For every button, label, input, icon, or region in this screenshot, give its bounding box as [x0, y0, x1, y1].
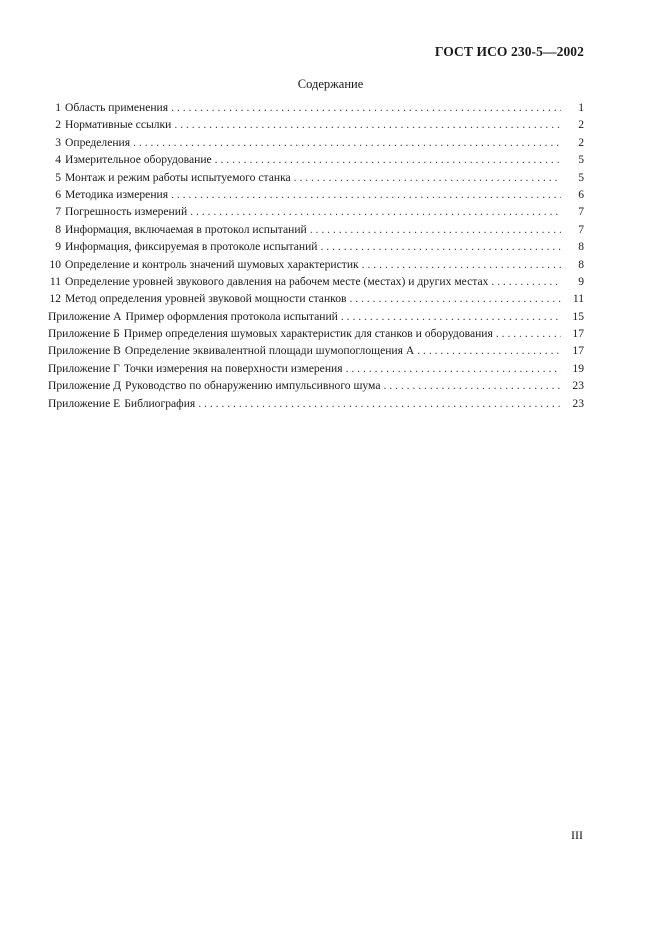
toc-entry-number: 8 [55, 222, 61, 236]
dot-leader [362, 258, 561, 271]
dot-leader [349, 292, 561, 305]
toc-entry-page: 5 [578, 153, 584, 167]
toc-entry-label: Нормативные ссылки [65, 118, 172, 132]
dot-leader [171, 101, 561, 114]
toc-entry-label: Определение и контроль значений шумовых характеристик [65, 257, 359, 271]
toc-entry-page: 17 [572, 344, 584, 358]
toc-entry-label: Погрешность измерений [65, 205, 188, 219]
toc-entry-page: 23 [572, 396, 584, 410]
toc-entry[interactable] [48, 118, 584, 135]
toc-entry-label: Библиография [124, 396, 196, 410]
toc-entry-label: Метод определения уровней звуковой мощности станков [65, 292, 347, 306]
toc-entry[interactable] [48, 258, 584, 275]
toc-entry-number: 1 [55, 101, 61, 114]
toc-entry-label: Информация, включаемая в протокол испытаний [65, 222, 307, 236]
toc-entry-label: Информация, фиксируемая в протоколе испытаний [65, 240, 318, 254]
toc-entry-number: Приложение Е [48, 396, 121, 410]
toc-entry[interactable] [48, 327, 584, 344]
toc-entry-number: Приложение А [48, 309, 122, 323]
table-of-contents [48, 101, 584, 414]
dot-leader [346, 362, 561, 375]
toc-entry-page: 8 [578, 240, 584, 254]
toc-entry-number: Приложение В [48, 344, 121, 358]
dot-leader [198, 397, 561, 410]
toc-entry-page: 15 [572, 309, 584, 323]
dot-leader [341, 310, 561, 323]
toc-entry-number: Приложение Д [48, 379, 122, 393]
toc-entry[interactable] [48, 292, 584, 309]
toc-entry-label: Пример определения шумовых характеристик для станков и оборудования [123, 327, 493, 341]
toc-entry-label: Монтаж и режим работы испытуемого станка [65, 170, 291, 184]
toc-entry-number: Приложение Г [48, 361, 120, 375]
toc-entry-number: 10 [49, 257, 61, 271]
toc-entry-number: 6 [55, 187, 61, 201]
toc-entry[interactable] [48, 240, 584, 257]
toc-entry[interactable] [48, 379, 584, 396]
toc-entry-page: 17 [572, 327, 584, 341]
toc-entry-label: Определения [65, 135, 131, 149]
toc-entry-number: 3 [55, 135, 61, 149]
toc-entry[interactable] [48, 344, 584, 361]
dot-leader [294, 171, 561, 184]
toc-entry-label: Пример оформления протокола испытаний [125, 309, 338, 323]
dot-leader [133, 136, 561, 149]
dot-leader [171, 188, 561, 201]
dot-leader [321, 240, 562, 253]
standard-code-header: ГОСТ ИСО 230-5—2002 [434, 44, 584, 59]
toc-entry-page: 7 [578, 205, 584, 219]
toc-entry[interactable] [48, 397, 584, 414]
dot-leader [383, 379, 561, 392]
toc-entry-page: 23 [572, 379, 584, 393]
toc-entry-page: 19 [572, 361, 584, 375]
toc-entry[interactable] [48, 223, 584, 240]
dot-leader [174, 118, 561, 131]
toc-entry-label: Руководство по обнаружению импульсивного шума [125, 379, 381, 393]
toc-entry-page: 9 [578, 274, 584, 288]
dot-leader [310, 223, 561, 236]
dot-leader [496, 327, 561, 340]
toc-entry-label: Точки измерения на поверхности измерения [123, 361, 343, 375]
toc-entry-page: 2 [578, 118, 584, 132]
toc-entry-page: 11 [572, 292, 584, 306]
toc-entry[interactable] [48, 205, 584, 222]
toc-entry-page: 2 [578, 135, 584, 149]
toc-entry-number: 7 [55, 205, 61, 219]
toc-entry-number: 4 [55, 153, 61, 167]
toc-entry[interactable] [48, 275, 584, 292]
toc-entry[interactable] [48, 362, 584, 379]
toc-entry-label: Область применения [65, 101, 169, 114]
page-number-footer: III [571, 828, 583, 842]
toc-entry-page: 8 [578, 257, 584, 271]
toc-entry-number: 9 [55, 240, 61, 254]
toc-entry[interactable] [48, 310, 584, 327]
toc-entry-page: 6 [578, 187, 584, 201]
toc-entry-number: Приложение Б [48, 327, 120, 341]
toc-entry-label: Методика измерения [65, 187, 169, 201]
dot-leader [190, 205, 561, 218]
toc-entry-page: 7 [578, 222, 584, 236]
toc-entry-label: Измерительное оборудование [65, 153, 212, 167]
toc-entry-page: 5 [578, 170, 584, 184]
toc-entry-number: 11 [49, 274, 61, 288]
toc-entry-label: Определение эквивалентной площади шумопоглощения A [124, 344, 415, 358]
toc-entry-label: Определение уровней звукового давления на рабочем месте (местах) и других местах [65, 274, 489, 288]
toc-entry[interactable] [48, 188, 584, 205]
toc-entry[interactable] [48, 101, 584, 118]
toc-entry-number: 12 [49, 292, 61, 306]
toc-entry[interactable] [48, 136, 584, 153]
toc-title: Содержание [297, 77, 364, 91]
dot-leader [417, 344, 561, 357]
toc-entry-page: 1 [578, 101, 584, 114]
toc-entry-number: 5 [55, 170, 61, 184]
dot-leader [215, 153, 561, 166]
dot-leader [491, 275, 561, 288]
toc-entry[interactable] [48, 153, 584, 170]
toc-entry[interactable] [48, 171, 584, 188]
toc-entry-number: 2 [55, 118, 61, 132]
